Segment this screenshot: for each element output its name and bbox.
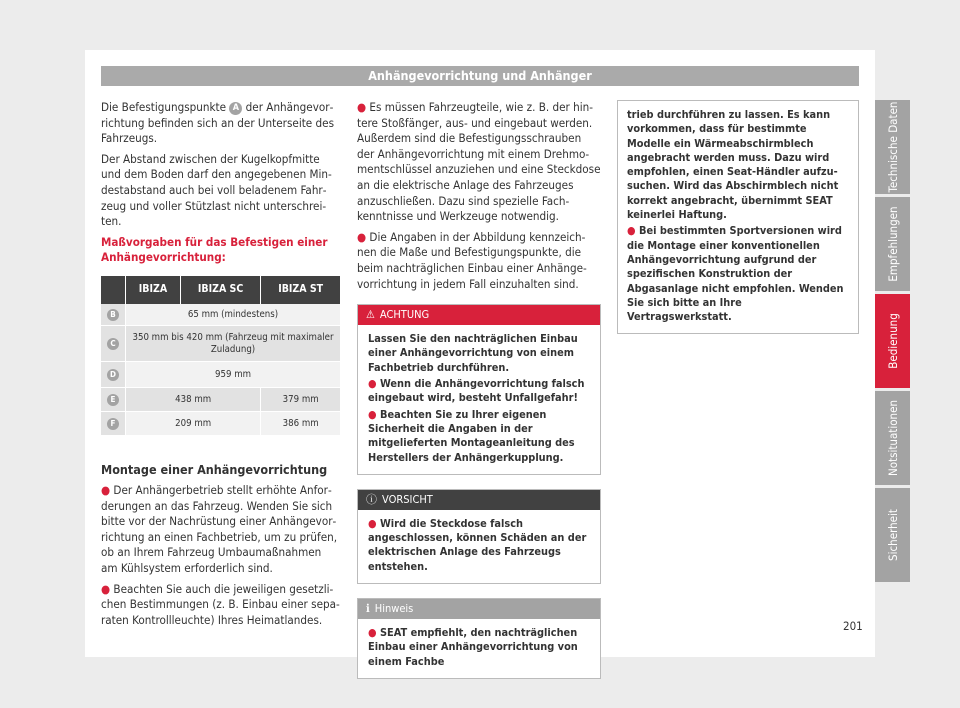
tab-sicherheit[interactable]: Sicherheit bbox=[875, 488, 910, 582]
dimensions-table bbox=[101, 276, 341, 437]
table-row: C 350 mm bis 420 mm (Fahrzeug mit maximaler Zuladung) bbox=[101, 326, 341, 362]
column-2 bbox=[357, 100, 601, 693]
column-1 bbox=[101, 100, 341, 633]
achtung-box: ⚠ ACHTUNG Lassen Sie den nachträglichen Einbau einer Anhängevorrichtung von einem Fachbetrieb durchführen. ● Wenn die Anhängevorrichtung falsch eingebaut wird, besteht Unfallgefahr! ● Beachten Sie zu Ihrer eigenen Sicherheit die Angaben in der mitgelieferten Montageanleitung des Herstellers der Anhängerkupplung. bbox=[357, 304, 601, 475]
tab-notsituationen[interactable]: Notsituationen bbox=[875, 391, 910, 485]
bullet-icon: ● bbox=[368, 377, 377, 391]
table-row: B 65 mm (mindestens) bbox=[101, 304, 341, 326]
bullet-icon: ● bbox=[357, 100, 367, 114]
paragraph-befestigungspunkte: Die Befestigungspunkte A der Anhängevorrichtung befinden sich an der Unterseite des Fahrzeugs. bbox=[101, 100, 335, 146]
marker-e: E bbox=[107, 394, 119, 406]
bullet-icon: ● bbox=[368, 407, 377, 421]
bullet-item: ● Es müssen Fahrzeugteile, wie z. B. der hintere Stoßfänger, aus- und eingebaut werden. Außerdem sind die Befestigungsschrauben der Anhängevorrichtung mit einem Drehmomentschlüssel anzuziehen und eine Steckdose an die elektrische Anlage des Fahrzeuges anzuschließen. Dazu sind spezielle Fachkenntnisse und Werkzeuge notwendig. bbox=[357, 100, 601, 224]
header-ibiza: IBIZA bbox=[126, 276, 181, 304]
achtung-header: ⚠ ACHTUNG bbox=[358, 305, 600, 325]
tab-empfehlungen[interactable]: Empfehlungen bbox=[875, 197, 910, 291]
hinweis-box: ℹ Hinweis ● SEAT empfiehlt, den nachträglichen Einbau einer Anhängevorrichtung von einem Fachbe bbox=[357, 598, 601, 679]
table-row: E 438 mm 379 mm bbox=[101, 388, 341, 412]
vorsicht-box: ⓘ VORSICHT ● Wird die Steckdose falsch angeschlossen, können Schäden an der elektrischen Anlage des Fahrzeugs entstehen. bbox=[357, 489, 601, 584]
bullet-icon: ● bbox=[101, 483, 111, 498]
header-ibiza-st: IBIZA ST bbox=[261, 276, 341, 304]
page-number: 201 bbox=[843, 619, 863, 633]
tab-technische-daten[interactable]: Technische Daten bbox=[875, 100, 910, 194]
bullet-icon: ● bbox=[627, 224, 636, 238]
marker-b: B bbox=[107, 309, 119, 321]
bullet-item: ● Beachten Sie auch die jeweiligen gesetzlichen Bestimmungen (z. B. Einbau einer separaten Kontrollleuchte) Ihres Heimatlandes. bbox=[101, 581, 340, 627]
bullet-icon: ● bbox=[101, 581, 111, 596]
marker-d: D bbox=[107, 369, 119, 381]
tab-bedienung[interactable]: Bedienung bbox=[875, 294, 910, 388]
bullet-item: ● Die Angaben in der Abbildung kennzeichnen die Maße und Befestigungspunkte, die beim nachträglichen Einbau einer Anhängevorrichtung in jedem Fall einzuhalten sind. bbox=[357, 229, 587, 291]
table-row: D 959 mm bbox=[101, 362, 341, 388]
section-heading: Montage einer Anhängevorrichtung bbox=[101, 462, 328, 478]
bullet-icon: ● bbox=[368, 625, 377, 639]
hinweis-box-continued: trieb durchführen zu lassen. Es kann vorkommen, dass für bestimmte Modelle ein Wärmeabschirmblech angebracht werden muss. Dazu wird empfohlen, einen Seat-Händler aufzusuchen. Wird das Abschirmblech nicht korrekt angebracht, übernimmt SEAT keinerlei Haftung. ● Bei bestimmten Sportversionen wird die Montage einer konventionellen Anhängevorrichtung aufgrund der spezifischen Konstruktion der Abgasanlage nicht empfohlen. Wenden Sie sich bitte an Ihre Vertragswerkstatt. bbox=[617, 100, 859, 334]
caution-circle-icon: ⓘ bbox=[366, 492, 377, 506]
bullet-icon: ● bbox=[357, 229, 367, 244]
header-ibiza-sc: IBIZA SC bbox=[180, 276, 260, 304]
bullet-item: ● Der Anhängerbetrieb stellt erhöhte Anforderungen an das Fahrzeug. Wenden Sie sich bitte vor der Nachrüstung einer Anhängevorrichtung an einen Fachbetrieb, um zu prüfen, ob an Ihrem Fahrzeug Umbaumaßnahmen am Kühlsystem erforderlich sind. bbox=[101, 483, 338, 575]
vorsicht-header: ⓘ VORSICHT bbox=[358, 490, 600, 510]
paragraph-abstand: Der Abstand zwischen der Kugelkopfmitte und dem Boden darf den angegebenen Mindestabstand auch bei voll beladenem Fahrzeug und voller Stützlast nicht unterschreiten. bbox=[101, 151, 332, 229]
table-row: F 209 mm 386 mm bbox=[101, 412, 341, 436]
hinweis-header: ℹ Hinweis bbox=[358, 599, 600, 619]
bullet-icon: ● bbox=[368, 516, 377, 530]
page-header: Anhängevorrichtung und Anhänger bbox=[101, 66, 859, 86]
marker-c: C bbox=[107, 338, 119, 350]
table-title: Maßvorgaben für das Befestigen einer Anhängevorrichtung: bbox=[101, 234, 328, 265]
marker-a: A bbox=[229, 102, 242, 115]
table-header-row bbox=[101, 276, 341, 304]
marker-f: F bbox=[107, 418, 119, 430]
info-icon: ℹ bbox=[366, 601, 370, 615]
warning-triangle-icon: ⚠ bbox=[366, 308, 375, 322]
column-3 bbox=[617, 100, 859, 334]
